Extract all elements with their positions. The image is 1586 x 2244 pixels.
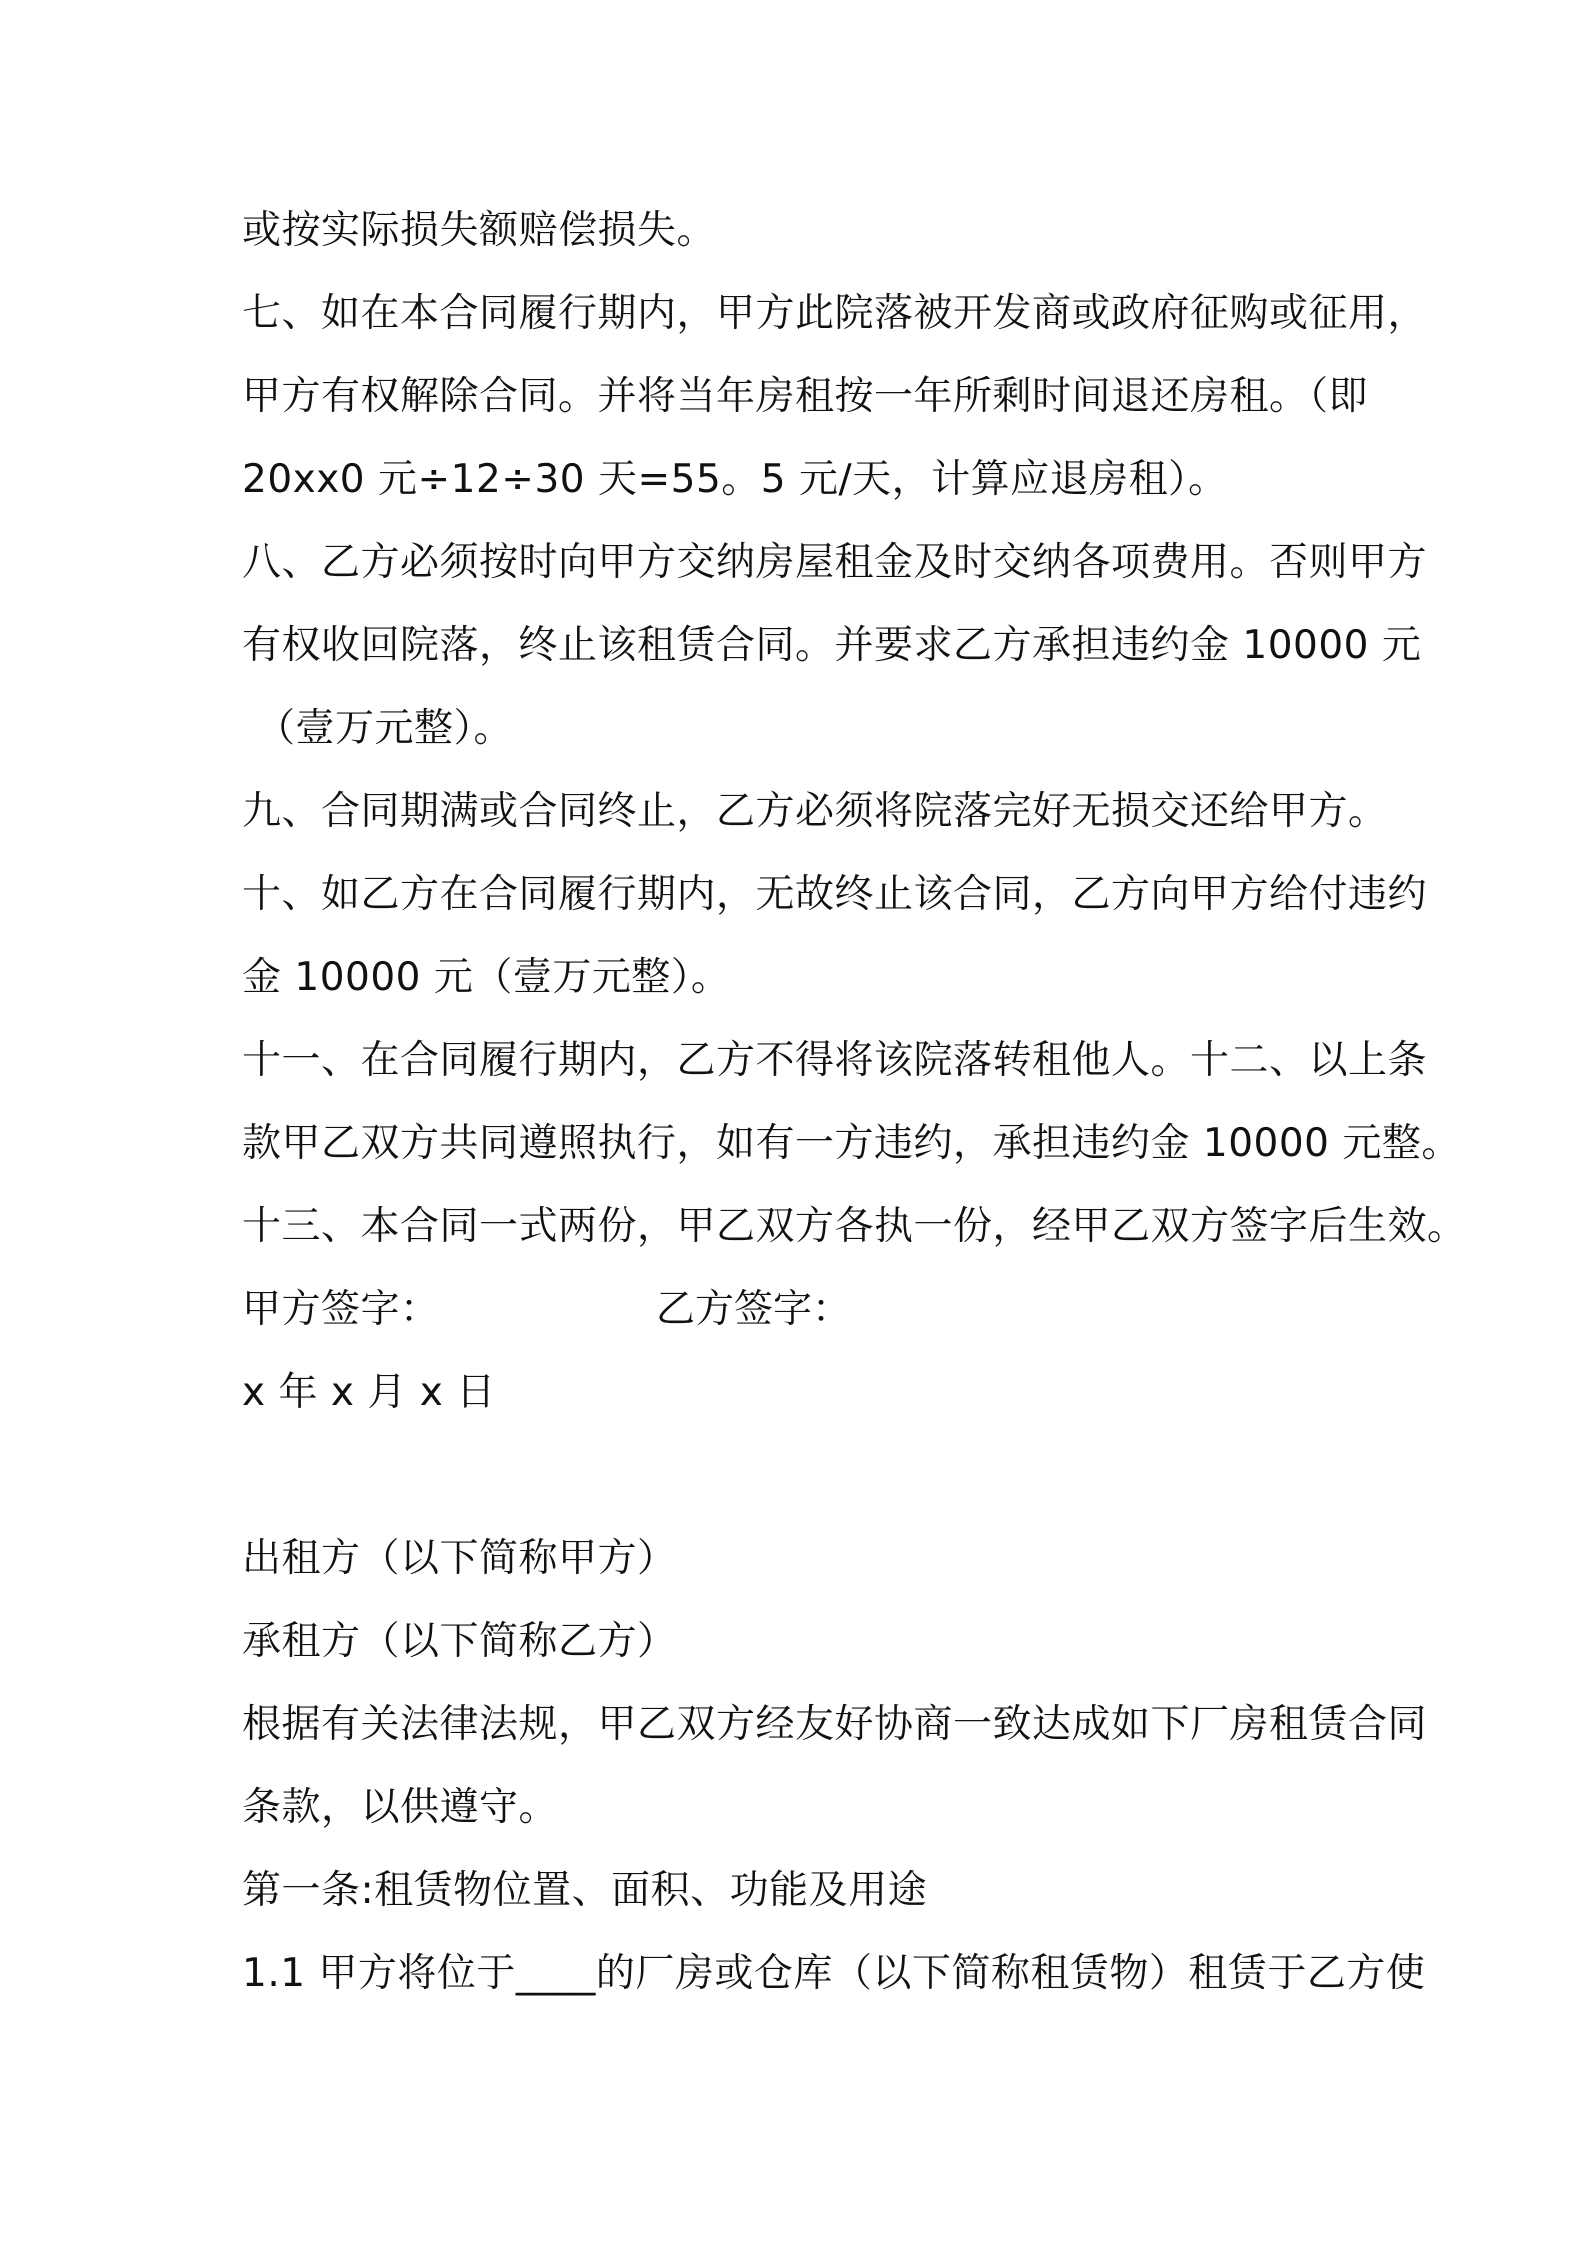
clause-8-line-3: （壹万元整）。 (256, 706, 514, 751)
article-1-title: 第一条:租赁物位置、面积、功能及用途 (242, 1868, 928, 1913)
clause-7-line-3: 20xx0 元÷12÷30 天=55。5 元/天，计算应退房租）。 (242, 457, 1228, 502)
clause-11-line-1: 十一、在合同履行期内，乙方不得将该院落转租他人。十二、以上条 (242, 1038, 1428, 1083)
lessor-line: 出租方（以下简称甲方） (242, 1536, 677, 1581)
party-a-signature-label: 甲方签字： (242, 1287, 440, 1332)
intro-line-1: 根据有关法律法规，甲乙双方经友好协商一致达成如下厂房租赁合同 (242, 1702, 1428, 1747)
clause-1-1-line: 1.1 甲方将位于____的厂房或仓库（以下简称租赁物）租赁于乙方使 (242, 1951, 1426, 1996)
clause-7-line-2: 甲方有权解除合同。并将当年房租按一年所剩时间退还房租。（即 (242, 374, 1369, 419)
clause-13-line: 十三、本合同一式两份，甲乙双方各执一份，经甲乙双方签字后生效。 (242, 1204, 1467, 1249)
clause-7-line-1: 七、如在本合同履行期内，甲方此院落被开发商或政府征购或征用， (242, 291, 1428, 336)
clause-10-line-2: 金 10000 元（壹万元整）。 (242, 955, 731, 1000)
text-line: 或按实际损失额赔偿损失。 (242, 208, 717, 253)
clause-8-line-2: 有权收回院落，终止该租赁合同。并要求乙方承担违约金 10000 元 (242, 623, 1422, 668)
intro-line-2: 条款，以供遵守。 (242, 1785, 559, 1830)
clause-8-line-1: 八、乙方必须按时向甲方交纳房屋租金及时交纳各项费用。否则甲方 (242, 540, 1428, 585)
clause-9-line: 九、合同期满或合同终止，乙方必须将院落完好无损交还给甲方。 (242, 789, 1388, 834)
clause-10-line-1: 十、如乙方在合同履行期内，无故终止该合同，乙方向甲方给付违约 (242, 872, 1428, 917)
lessee-line: 承租方（以下简称乙方） (242, 1619, 677, 1664)
date-line: x 年 x 月 x 日 (242, 1370, 496, 1415)
clause-12-line: 款甲乙双方共同遵照执行，如有一方违约，承担违约金 10000 元整。 (242, 1121, 1461, 1166)
party-b-signature-label: 乙方签字： (656, 1287, 852, 1332)
